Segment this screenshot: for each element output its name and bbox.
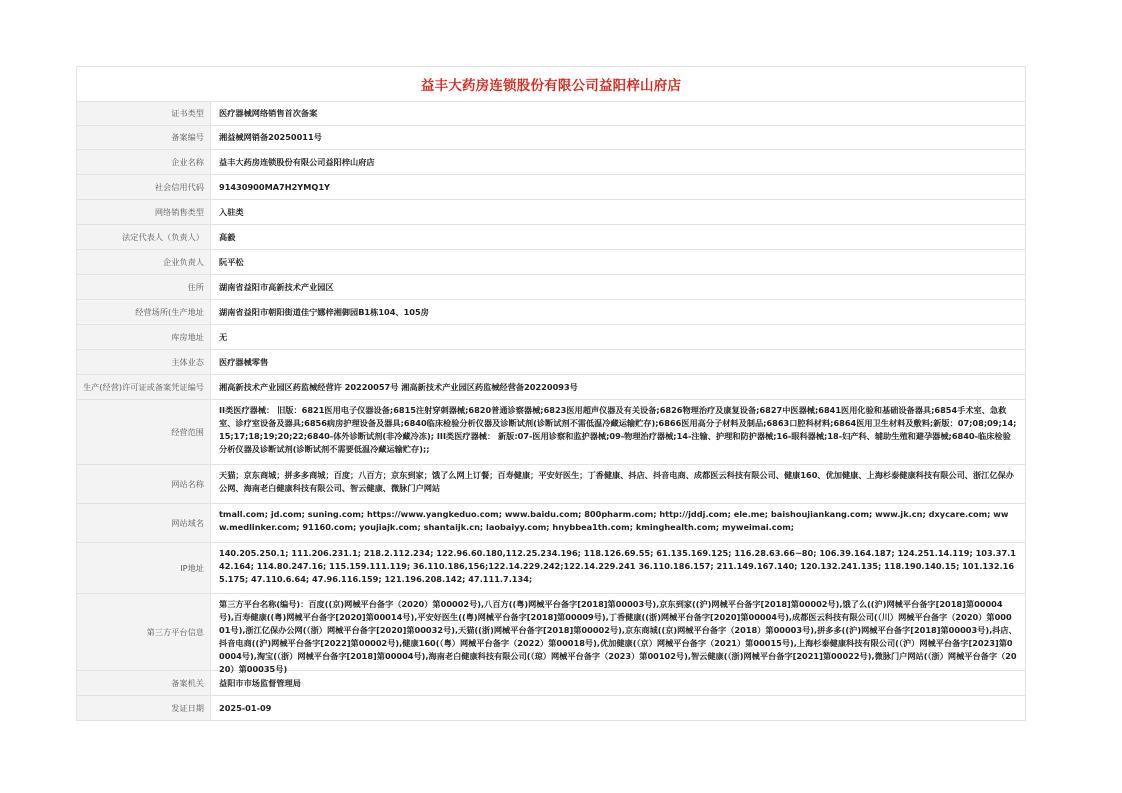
row-label: 企业名称 [77, 150, 211, 174]
row-value: 湖南省益阳市高新技术产业园区 [219, 281, 334, 292]
row-sales-type [77, 200, 1025, 225]
row-label: 网络销售类型 [77, 200, 211, 224]
row-website-names [77, 465, 1025, 504]
row-value: 医疗器械零售 [219, 356, 269, 367]
page-title: 益丰大药房连锁股份有限公司益阳梓山府店 [420, 78, 682, 94]
row-issue-date [77, 696, 1025, 721]
row-value-text: tmall.com; jd.com; suning.com; https://www.yangkeduo.com; www.baidu.com; 800pharm.com; http://jddj.com; ele.me; baishoujiankang.com; www.jk.cn; dxycare.com; www.medlinker.com; 91160.com; youjiajk.com; shantaijk.cn; laobaiyy.com; hnybbea1th.com; kminghealth.com; myweimai.com; [219, 509, 1009, 532]
row-record-authority [77, 671, 1025, 696]
record-sheet [76, 66, 1026, 721]
row-value: 无 [219, 331, 228, 342]
row-value: 湘益械网销备20250011号 [219, 132, 322, 142]
row-company-principal [77, 250, 1025, 275]
row-value: 医疗器械网络销售首次备案 [219, 108, 318, 118]
row-label: 网站名称 [77, 465, 211, 503]
row-label: 法定代表人（负责人） [77, 225, 211, 249]
row-value-text: 第三方平台名称(编号)：百度((京)网械平台备字（2020）第00002号),八百方((粤)网械平台备字[2018]第00003号),京东到家((沪)网械平台备字[2018]第00002号),饿了么((沪)网械平台备字[2018]第00004号),百寿健康((粤)网械平台备字[2020]第00014号),平安好医生((粤)网械平台备字[2018]第00009号),丁香健康((浙)网械平台备字[2020]第00004号),成都医云科技有限公司(（川）网械平台备字（2020）第00001号),浙江亿保办公网(（浙）网械平台备字[2020]第00032号),天猫((浙)网械平台备字[2018]第00002号),京东商城((京)网械平台备字（2018）第00003号),拼多多((沪)网械平台备字[2018]第00003号),抖店、抖音电商((沪)网械平台备字[2022]第00002号),健康160(（粤）网械平台备字（2022）第00018号),优加健康(（京）网械平台备字（2021）第00015号),上海杉泰健康科技有限公司(（沪）网械平台备字[2023]第00004号),淘宝(（浙）网械平台备字[2018]第00004号),海南老白健康科技有限公司(（琼）网械平台备字（2023）第00102号),智云健康(（浙)网械平台备字[2021]第00022号),微脉门户网站(（浙）网械平台备字（2020）第00035号) [219, 599, 1017, 674]
row-certificate-type [77, 102, 1025, 126]
row-value: 高毅 [219, 231, 236, 242]
row-value: 湖南省益阳市朝阳街道佳宁娜梓湘御园B1栋104、105房 [219, 306, 429, 317]
row-domicile [77, 275, 1025, 300]
row-company-name [77, 150, 1025, 175]
title-row [77, 67, 1025, 102]
row-business-scope [77, 400, 1025, 465]
row-value [211, 400, 1025, 464]
row-label: 备案编号 [77, 126, 211, 149]
row-label: 主体业态 [77, 350, 211, 374]
row-website-domains [77, 504, 1025, 543]
row-label: 企业负责人 [77, 250, 211, 274]
row-value: 2025-01-09 [219, 702, 272, 713]
row-value-text: 140.205.250.1; 111.206.231.1; 218.2.112.234; 122.96.60.180,112.25.234.196; 118.126.69.55; 61.135.169.125; 116.28.63.66~80; 106.39.164.187; 124.251.14.119; 103.37.142.164; 114.80.247.16; 115.159.111.119; 36.110.186,156;122.14.229.242;122.14.229.241 36.110.186.157; 211.149.167.140; 120.132.241.135; 118.190.140.15; 101.132.165.175; 47.110.6.64; 47.96.116.159; 121.196.208.142; 47.111.7.134; [219, 548, 1016, 584]
row-third-party-platforms [77, 594, 1025, 674]
row-value [211, 504, 1025, 542]
row-label: 社会信用代码 [77, 175, 211, 199]
row-business-format [77, 350, 1025, 375]
row-warehouse-address [77, 325, 1025, 350]
row-value: 益丰大药房连锁股份有限公司益阳梓山府店 [219, 156, 375, 167]
row-value: 阮平松 [219, 256, 244, 267]
row-value [211, 465, 1025, 503]
row-value: 益阳市市场监督管理局 [219, 677, 301, 688]
row-value [211, 543, 1025, 593]
row-value-text: II类医疗器械： 旧版：6821医用电子仪器设备;6815注射穿刺器械;6820普通诊察器械;6823医用超声仪器及有关设备;6826物理治疗及康复设备;6827中医器械;6841医用化验和基础设备器具;6854手术室、急救室、诊疗室设备及器具;6856病房护理设备及器具;6840临床检验分析仪器及诊断试剂(诊断试剂不需低温冷藏运输贮存);6866医用高分子材料及制品;6863口腔科材料;6864医用卫生材料及敷料;新版：07;08;09;14;15;17;18;19;20;22;6840-体外诊断试剂(非冷藏冷冻); III类医疗器械： 新版:07-医用诊察和监护器械;09-物理治疗器械;14-注输、护理和防护器械;16-眼科器械;18-妇产科、辅助生殖和避孕器械;6840-临床检验分析仪器及诊断试剂(诊断试剂不需要低温冷藏运输贮存);; [219, 405, 1017, 454]
row-value: 湘高新技术产业园区药监械经营许 20220057号 湘高新技术产业园区药监械经营备20220093号 [219, 381, 578, 392]
row-value: 入驻类 [219, 206, 244, 217]
row-credit-code [77, 175, 1025, 200]
row-value-text: 天猫；京东商城；拼多多商城；百度；八百方；京东到家；饿了么网上订餐；百寿健康；平安好医生；丁香健康、抖店、抖音电商、成都医云科技有限公司、健康160、优加健康、上海杉泰健康科技有限公司、浙江亿保办公网、海南老白健康科技有限公司、智云健康、微脉门户网站 [219, 470, 1014, 493]
row-label: 第三方平台信息 [77, 594, 211, 670]
row-label: IP地址 [77, 543, 211, 593]
row-value: 91430900MA7H2YMQ1Y [219, 181, 330, 192]
row-license-number [77, 375, 1025, 400]
row-label: 经营范围 [77, 400, 211, 464]
row-label: 住所 [77, 275, 211, 299]
row-record-number [77, 126, 1025, 150]
row-value [211, 594, 1025, 674]
row-ip-addresses [77, 543, 1025, 594]
row-label: 发证日期 [77, 696, 211, 720]
row-label: 生产(经营)许可证或备案凭证编号 [77, 375, 211, 399]
row-legal-representative [77, 225, 1025, 250]
row-label: 网站域名 [77, 504, 211, 542]
row-business-address [77, 300, 1025, 325]
row-label: 库房地址 [77, 325, 211, 349]
row-label: 备案机关 [77, 671, 211, 695]
row-label: 证书类型 [77, 102, 211, 125]
row-label: 经营场所(生产地址 [77, 300, 211, 324]
